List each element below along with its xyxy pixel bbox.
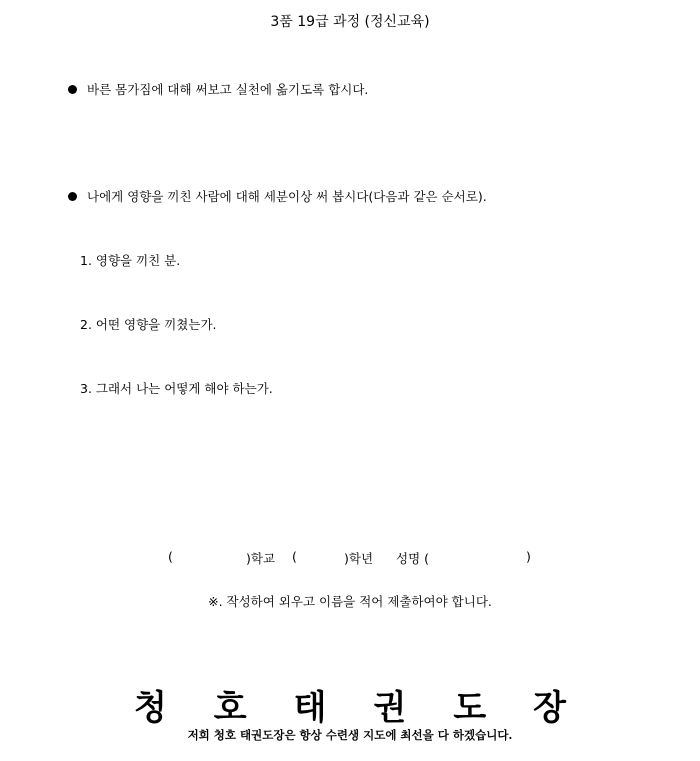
instruction-text: 바른 몸가짐에 대해 써보고 실천에 옮기도록 합시다. xyxy=(87,82,369,97)
bullet-icon xyxy=(68,85,77,94)
page-title: 3품 19급 과정 (정신교육) xyxy=(270,14,430,30)
grade-open-paren: ( xyxy=(292,549,297,564)
name-label: 성명 ( xyxy=(396,551,430,566)
name-close-paren: ) xyxy=(526,549,531,564)
list-item: 3. 그래서 나는 어떻게 해야 하는가. xyxy=(80,381,273,396)
tagline: 저희 청호 태권도장은 항상 수련생 지도에 최선을 다 하겠습니다. xyxy=(187,728,513,742)
list-item: 1. 영향을 끼친 분. xyxy=(80,253,181,268)
brand-char: 장 xyxy=(533,688,567,728)
submission-note: ※. 작성하여 외우고 이름을 적어 제출하여야 합니다. xyxy=(208,594,492,609)
brand-char: 태 xyxy=(293,688,327,728)
dojang-name xyxy=(0,680,700,729)
bullet-icon xyxy=(68,192,77,201)
brand-char: 도 xyxy=(453,688,487,728)
school-label: )학교 xyxy=(246,551,276,566)
instruction-2 xyxy=(68,187,487,205)
school-open-paren: ( xyxy=(168,549,173,564)
instruction-1 xyxy=(68,80,368,98)
instruction-text: 나에게 영향을 끼친 사람에 대해 세분이상 써 봅시다(다음과 같은 순서로). xyxy=(87,189,487,204)
brand-char: 청 xyxy=(133,688,167,728)
brand-char: 호 xyxy=(213,688,247,728)
grade-label: )학년 xyxy=(344,551,374,566)
list-item: 2. 어떤 영향을 끼쳤는가. xyxy=(80,317,217,332)
brand-char: 권 xyxy=(373,688,407,728)
